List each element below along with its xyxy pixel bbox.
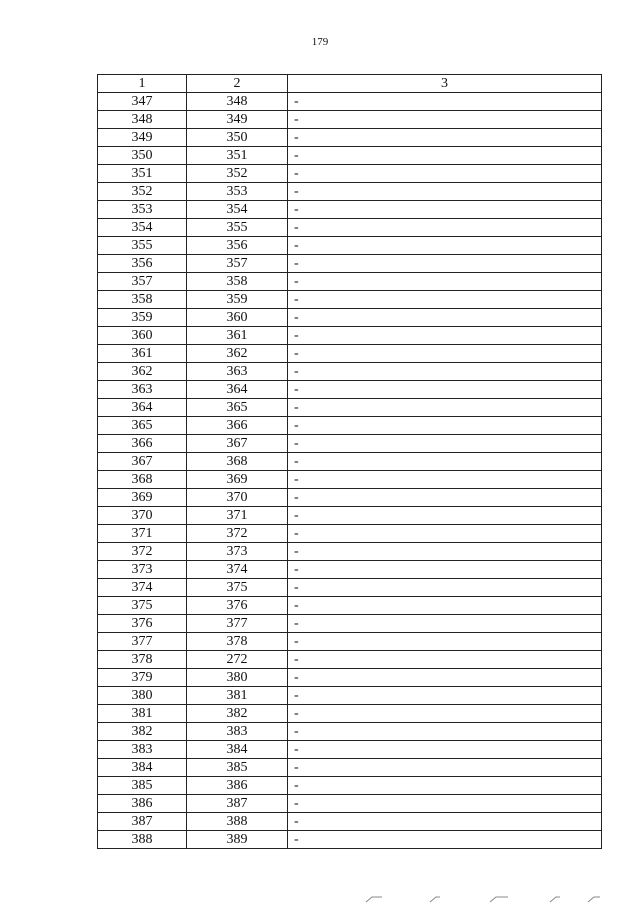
table-cell-col2: 380 (187, 669, 288, 687)
table-row (98, 237, 602, 255)
table-cell-col2: 374 (187, 561, 288, 579)
table-row (98, 705, 602, 723)
table-cell-col3: - (288, 579, 602, 597)
table-cell-col3: - (288, 813, 602, 831)
table-cell-col2: 378 (187, 633, 288, 651)
table-cell-col2: 361 (187, 327, 288, 345)
table-cell-col2: 356 (187, 237, 288, 255)
table-cell-col3: - (288, 183, 602, 201)
footer-mark (430, 897, 440, 902)
table-row (98, 129, 602, 147)
footer-mark (366, 897, 382, 902)
table-cell-col2: 382 (187, 705, 288, 723)
table-cell-col1: 357 (98, 273, 187, 291)
column-header-3: 3 (288, 75, 602, 93)
table-row (98, 543, 602, 561)
table-cell-col3: - (288, 795, 602, 813)
table-row (98, 165, 602, 183)
table-cell-col3: - (288, 741, 602, 759)
table-cell-col2: 373 (187, 543, 288, 561)
table-cell-col2: 355 (187, 219, 288, 237)
table-cell-col2: 272 (187, 651, 288, 669)
table-cell-col1: 386 (98, 795, 187, 813)
table-row (98, 435, 602, 453)
table-row (98, 291, 602, 309)
table-cell-col1: 374 (98, 579, 187, 597)
table-cell-col3: - (288, 489, 602, 507)
table-row (98, 219, 602, 237)
table-cell-col1: 373 (98, 561, 187, 579)
footer-scan-marks (360, 895, 600, 903)
table-row (98, 453, 602, 471)
table-cell-col1: 364 (98, 399, 187, 417)
table-cell-col2: 353 (187, 183, 288, 201)
table-cell-col3: - (288, 111, 602, 129)
table-cell-col2: 362 (187, 345, 288, 363)
table-row (98, 363, 602, 381)
table-row (98, 255, 602, 273)
table-cell-col3: - (288, 363, 602, 381)
table-row (98, 147, 602, 165)
table-row (98, 111, 602, 129)
table-cell-col3: - (288, 237, 602, 255)
table-row (98, 651, 602, 669)
table-cell-col1: 354 (98, 219, 187, 237)
column-header-1: 1 (98, 75, 187, 93)
table-cell-col3: - (288, 327, 602, 345)
table-row (98, 597, 602, 615)
table-row (98, 399, 602, 417)
table-cell-col2: 384 (187, 741, 288, 759)
table-cell-col1: 367 (98, 453, 187, 471)
table-cell-col1: 371 (98, 525, 187, 543)
table-cell-col1: 358 (98, 291, 187, 309)
table-row (98, 741, 602, 759)
table-cell-col3: - (288, 345, 602, 363)
table-row (98, 615, 602, 633)
footer-mark (588, 897, 600, 902)
table-cell-col3: - (288, 309, 602, 327)
table-cell-col1: 363 (98, 381, 187, 399)
table-cell-col1: 360 (98, 327, 187, 345)
table-row (98, 345, 602, 363)
table-row (98, 201, 602, 219)
table-cell-col2: 372 (187, 525, 288, 543)
table-cell-col1: 368 (98, 471, 187, 489)
table-cell-col3: - (288, 399, 602, 417)
table-cell-col2: 369 (187, 471, 288, 489)
table-row (98, 381, 602, 399)
table-cell-col1: 381 (98, 705, 187, 723)
table-row (98, 93, 602, 111)
table-cell-col3: - (288, 417, 602, 435)
table-cell-col2: 377 (187, 615, 288, 633)
table-cell-col1: 361 (98, 345, 187, 363)
table-cell-col3: - (288, 165, 602, 183)
data-table (97, 74, 602, 849)
table-cell-col1: 347 (98, 93, 187, 111)
table-cell-col2: 385 (187, 759, 288, 777)
table-cell-col2: 357 (187, 255, 288, 273)
table-row (98, 579, 602, 597)
table-cell-col3: - (288, 129, 602, 147)
table-cell-col3: - (288, 507, 602, 525)
table-cell-col2: 363 (187, 363, 288, 381)
table-cell-col2: 365 (187, 399, 288, 417)
table-cell-col3: - (288, 525, 602, 543)
table-cell-col1: 370 (98, 507, 187, 525)
table-cell-col2: 354 (187, 201, 288, 219)
table-cell-col3: - (288, 93, 602, 111)
table-cell-col3: - (288, 471, 602, 489)
table-cell-col2: 381 (187, 687, 288, 705)
table-cell-col2: 388 (187, 813, 288, 831)
footer-mark (490, 897, 508, 902)
table-row (98, 777, 602, 795)
table-cell-col3: - (288, 147, 602, 165)
table-cell-col1: 385 (98, 777, 187, 795)
table-cell-col2: 349 (187, 111, 288, 129)
table-cell-col2: 360 (187, 309, 288, 327)
table-row (98, 813, 602, 831)
table-cell-col1: 376 (98, 615, 187, 633)
table-cell-col2: 364 (187, 381, 288, 399)
table-cell-col2: 368 (187, 453, 288, 471)
table-cell-col2: 366 (187, 417, 288, 435)
table-cell-col1: 379 (98, 669, 187, 687)
table-cell-col3: - (288, 777, 602, 795)
footer-mark (550, 897, 560, 902)
table-row (98, 633, 602, 651)
table-cell-col1: 348 (98, 111, 187, 129)
table-cell-col1: 366 (98, 435, 187, 453)
table-row (98, 561, 602, 579)
table-cell-col3: - (288, 723, 602, 741)
table-row (98, 273, 602, 291)
table-cell-col1: 356 (98, 255, 187, 273)
table-row (98, 795, 602, 813)
table-row (98, 327, 602, 345)
table-row (98, 525, 602, 543)
table-cell-col2: 371 (187, 507, 288, 525)
table-cell-col3: - (288, 615, 602, 633)
table-row (98, 723, 602, 741)
table-cell-col3: - (288, 291, 602, 309)
table-body (98, 93, 602, 849)
table-cell-col3: - (288, 219, 602, 237)
table-cell-col1: 352 (98, 183, 187, 201)
table-cell-col1: 372 (98, 543, 187, 561)
table-cell-col3: - (288, 597, 602, 615)
table-cell-col3: - (288, 831, 602, 849)
table-cell-col2: 375 (187, 579, 288, 597)
table-cell-col1: 387 (98, 813, 187, 831)
table-row (98, 759, 602, 777)
table-cell-col2: 389 (187, 831, 288, 849)
table-cell-col2: 386 (187, 777, 288, 795)
table-cell-col3: - (288, 255, 602, 273)
table-cell-col1: 350 (98, 147, 187, 165)
table-cell-col2: 358 (187, 273, 288, 291)
table-row (98, 831, 602, 849)
table-cell-col1: 375 (98, 597, 187, 615)
table-cell-col1: 384 (98, 759, 187, 777)
table-cell-col1: 382 (98, 723, 187, 741)
table-cell-col2: 383 (187, 723, 288, 741)
table-cell-col1: 355 (98, 237, 187, 255)
table-row (98, 489, 602, 507)
table-cell-col2: 351 (187, 147, 288, 165)
table-cell-col3: - (288, 561, 602, 579)
table-cell-col3: - (288, 651, 602, 669)
column-header-2: 2 (187, 75, 288, 93)
table-cell-col1: 380 (98, 687, 187, 705)
table-cell-col2: 376 (187, 597, 288, 615)
table-cell-col1: 359 (98, 309, 187, 327)
table-row (98, 687, 602, 705)
table-cell-col2: 359 (187, 291, 288, 309)
table-cell-col3: - (288, 543, 602, 561)
table-cell-col1: 365 (98, 417, 187, 435)
table-cell-col3: - (288, 453, 602, 471)
table-cell-col1: 362 (98, 363, 187, 381)
table-cell-col1: 353 (98, 201, 187, 219)
table-cell-col2: 367 (187, 435, 288, 453)
table-row (98, 471, 602, 489)
table-row (98, 183, 602, 201)
table-cell-col1: 377 (98, 633, 187, 651)
table-cell-col1: 378 (98, 651, 187, 669)
table-cell-col3: - (288, 381, 602, 399)
table-header-row (98, 75, 602, 93)
table-cell-col1: 369 (98, 489, 187, 507)
table-cell-col2: 370 (187, 489, 288, 507)
table-cell-col3: - (288, 273, 602, 291)
table-cell-col3: - (288, 669, 602, 687)
table-cell-col1: 351 (98, 165, 187, 183)
table-row (98, 309, 602, 327)
table-cell-col2: 352 (187, 165, 288, 183)
table-cell-col3: - (288, 633, 602, 651)
page-number: 179 (311, 36, 329, 48)
table-cell-col2: 350 (187, 129, 288, 147)
table-cell-col2: 348 (187, 93, 288, 111)
table-cell-col1: 349 (98, 129, 187, 147)
table-row (98, 507, 602, 525)
table-cell-col1: 383 (98, 741, 187, 759)
table-cell-col3: - (288, 201, 602, 219)
table-row (98, 417, 602, 435)
table-cell-col1: 388 (98, 831, 187, 849)
table-row (98, 669, 602, 687)
table-cell-col3: - (288, 705, 602, 723)
table-cell-col3: - (288, 687, 602, 705)
table-cell-col2: 387 (187, 795, 288, 813)
table-cell-col3: - (288, 435, 602, 453)
table-cell-col3: - (288, 759, 602, 777)
